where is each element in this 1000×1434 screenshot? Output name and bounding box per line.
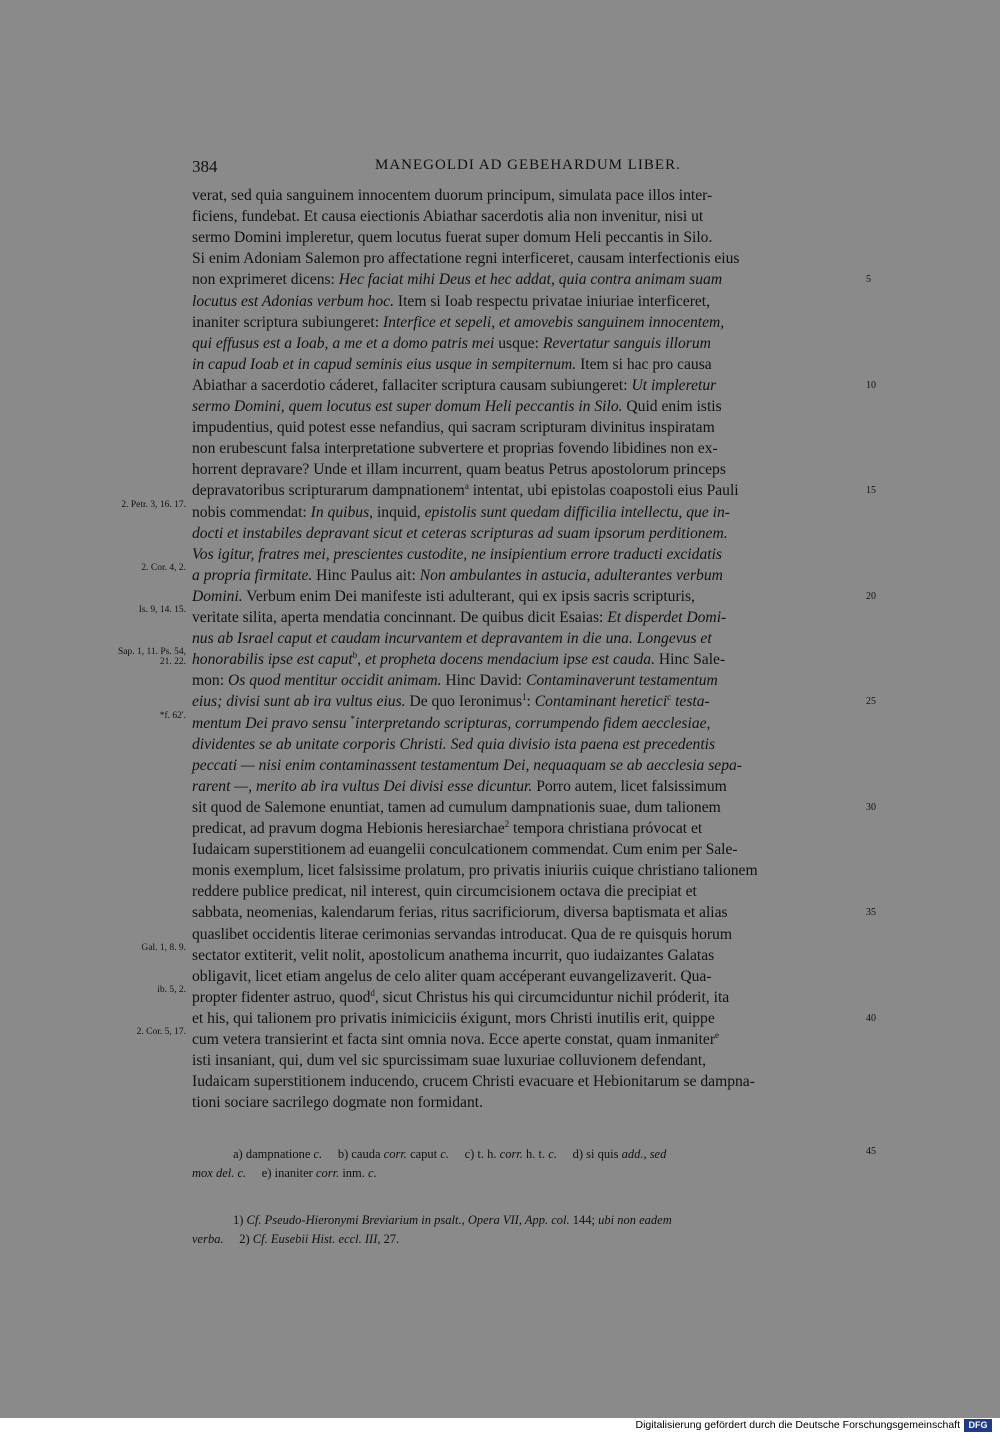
footnote-marker: * [350,713,356,724]
italic-text: Non ambulantes in astucia, adulterantes verbum [419,566,723,584]
italic-text: locutus est Adonias verbum hoc. [192,292,394,310]
text-line [192,186,860,206]
text-run: d) si quis [556,1147,622,1161]
text-line [192,376,860,396]
text-line [192,861,860,881]
italic-text: peccati — nisi enim contaminassent testamentum Dei, nequaquam se ab aecclesia sepa- [192,756,742,774]
italic-text: dividentes se ab unitate corporis Christi. Sed quia divisio ista paena est precedentis [192,735,716,753]
italic-text: Hec faciat mihi Deus et hec addat, quia contra animam suam [338,271,723,289]
text-line [192,207,860,227]
italic-text: docti et instabiles depravant sicut et ceteras scripturas ad suam ipsorum perditionem. [192,524,728,542]
text-line [192,1051,860,1071]
text-line [192,566,860,586]
text-run: ficiens, fundebat. Et causa eiectionis Abiathar sacerdotis alia non invenitur, nisi ut [192,208,704,226]
text-line [192,418,860,438]
margin-reference: ib. 5, 2. [157,984,186,995]
italic-text: Ut impleretur [631,376,717,394]
text-run: 1) [233,1213,247,1227]
text-run: Hinc Sale- [655,651,726,669]
text-run: intentat, ubi epistolas coapostoli eius Pauli [468,482,739,500]
text-run: non erubescunt falsa interpretatione subvertere et proprias fovendo libidines non ex- [192,440,718,458]
text-run: predicat, ad pravum dogma Hebionis heresiarchae [192,820,505,837]
text-line [192,692,860,712]
line-number: 20 [866,590,876,602]
text-run: impudentius, quid potest esse nefandius, qui sacram scripturam divinitus inspiratam [192,419,715,437]
text-run: sectator extiterit, velit nolit, apostolicum anathema incurrit, quo iudaizantes Galatas [192,946,715,964]
text-line [192,925,860,945]
text-run: Porro autem, licet falsissimum [532,777,727,795]
text-run: inaniter scriptura subiungeret: [192,313,383,331]
text-line [192,840,860,860]
italic-text: Vos igitur, fratres mei, prescientes custodite, ne insipientium errore traducti excidatis [192,545,722,563]
text-run: a) dampnatione [233,1147,314,1161]
text-run: et his, qui talionem pro privatis inimiciciis éxigunt, mors Christi inutilis erit, quippe [192,1009,715,1027]
italic-text: epistolis sunt quedam difficilia intellectu, que in- [424,503,730,521]
text-line [192,503,860,523]
text-run: 27. [380,1232,400,1246]
text-line [192,524,860,544]
text-run: 2) [223,1232,253,1246]
text-line [192,988,860,1008]
text-line [192,671,860,691]
italic-text: Domini. [192,587,243,605]
text-run: : [526,693,535,711]
running-head: MANEGOLDI AD GEBEHARDUM LIBER. [375,157,681,173]
italic-text: add., sed [621,1147,667,1161]
text-run: sit quod de Salemone enuntiat, tamen ad cumulum dampnationis suae, dum talionem [192,798,721,816]
text-run: , sicut Christus his qui circumciduntur nichil próderit, ita [374,988,730,1006]
line-number: 45 [866,1146,876,1157]
footnotes-line [233,1212,858,1228]
italic-text: In quibus, [310,503,374,521]
footnote-marker: 1 [522,692,527,703]
line-number: 15 [866,485,876,497]
text-line [192,397,860,417]
italic-text: mentum Dei pravo sensu [192,714,351,732]
text-run: nobis commendat: [192,503,311,521]
margin-reference: Sap. 1, 11. Ps. 54, 21. 22. [117,647,186,668]
margin-reference: Gal. 1, 8. 9. [141,942,186,953]
italic-text: Cf. Eusebii Hist. eccl. III, [252,1232,381,1246]
text-run: 144; [569,1213,599,1227]
footnote-marker: 2 [504,819,510,829]
text-run: e) inaniter [246,1166,316,1180]
italic-text: verba. [192,1232,224,1246]
page-number: 384 [192,157,218,176]
text-run: monis exemplum, licet falsissime prolatum, pro privatis iniuriis cuique christiano talionem [192,862,758,880]
italic-text: qui effusus est a Ioab, a me et a domo patris mei [192,334,495,352]
text-line [192,1030,860,1050]
text-run: Quid enim istis [622,398,722,415]
text-run: quaslibet occidentis literae cerimonias servandas introducat. Qua de re quisquis horum [192,925,732,943]
text-run: usque: [494,334,543,352]
text-run: h. t. [522,1147,549,1161]
italic-text: mox del. c. [192,1166,247,1180]
text-line [192,1093,860,1113]
text-line [192,1009,860,1029]
line-number: 25 [866,696,876,708]
dfg-credit[interactable]: Digitalisierung gefördert durch die Deutsche Forschungsgemeinschaft [635,1419,960,1431]
text-line [192,798,860,818]
text-line [192,608,860,628]
text-line [192,967,860,987]
text-run: c) t. h. [448,1147,500,1161]
text-run: verat, sed quia sanguinem innocentem duorum principum, simulata pace illos inter- [192,187,713,204]
italic-text: nus ab Israel caput et caudam incurvantem et depravantem in die una. Longevus et [192,630,712,648]
text-line [192,735,860,755]
text-run: Item si hac pro causa [576,355,712,373]
italic-text: ubi non eadem [598,1213,672,1227]
italic-text: Revertatur sanguis illorum [542,334,711,352]
text-line [192,292,860,312]
footnote-marker: d [370,987,375,998]
line-number: 40 [866,1012,876,1024]
margin-reference: 2. Cor. 4, 2. [141,562,186,573]
italic-text: Cf. Pseudo-Hieronymi Breviarium in psalt., Opera VII, App. col. [246,1213,570,1227]
text-run: Item si Ioab respectu privatae iniuriae interficeret, [393,292,711,310]
text-run: sabbata, neomenias, kalendarum ferias, ritus sacrificiorum, diversa baptismata et alias [192,904,728,922]
text-line [192,777,860,797]
italic-text: sermo Domini, quem locutus est super domum Heli peccantis in Silo. [192,398,623,415]
text-line [192,650,860,670]
italic-text: rarent —, merito ab ira vultus Dei divisi esse dicuntur. [192,777,533,795]
text-run: inm. [339,1166,369,1180]
text-line [192,882,860,902]
margin-reference: *f. 62'. [159,710,186,721]
italic-text: testa- [671,693,710,711]
line-number: 5 [866,274,871,286]
text-run: depravatoribus scripturarum dampnationem [192,482,465,500]
text-run: mon: [192,672,228,690]
footnote-marker: e [715,1030,720,1040]
italic-text: corr. [499,1147,523,1161]
text-run: non exprimeret dicens: [192,271,339,289]
italic-text: c. [313,1147,323,1161]
margin-reference: Is. 9, 14. 15. [138,605,186,615]
text-run: caput [406,1147,441,1161]
text-line [192,334,860,354]
text-run: Hinc David: [441,672,526,690]
footnote-marker: b [352,650,358,661]
text-run: horrent depravare? Unde et illam incurrent, quam beatus Petrus apostolorum princeps [192,461,726,479]
text-line [192,903,860,923]
italic-text: interpretando scripturas, corrumpendo fidem aecclesiae, [355,714,711,732]
text-line [192,714,860,734]
text-run: Hinc Paulus ait: [312,566,420,584]
text-line [192,629,860,649]
text-run: reddere publice predicat, nil interest, quin circumcisionem octava die precipiat et [192,883,697,901]
line-number: 30 [866,801,876,813]
text-run: , [357,651,365,669]
text-run: isti insaniant, qui, dum vel sic spurcissimam suae luxuriae colluvionem defendant, [192,1052,707,1070]
apparatus-line [233,1146,858,1162]
footnotes-line [192,1231,817,1247]
italic-text: Contaminant heretici [534,693,668,711]
text-line [192,228,860,248]
italic-text: c. [440,1147,449,1161]
italic-text: honorabilis ipse est caput [192,651,353,669]
text-line [192,756,860,776]
italic-text: corr. [315,1166,340,1180]
italic-text: a propria firmitate. [192,566,313,584]
italic-text: corr. [383,1147,407,1161]
text-run: cum vetera transierint et facta sint omnia nova. Ecce aperte constat, quam inmaniter [192,1031,716,1048]
text-run: veritate silita, aperta mendatia concinnant. De quibus dicit Esaias: [192,609,608,626]
text-line [192,249,860,269]
italic-text: Et disperdet Domi- [607,609,727,626]
text-run: tioni sociare sacrilego dogmate non formidant. [192,1094,483,1112]
text-run: Iudaicam superstitionem inducendo, crucem Christi evacuare et Hebionitarum se dampna- [192,1073,755,1091]
text-line [192,460,860,480]
text-line [192,1072,860,1092]
text-line [192,545,860,565]
italic-text: Interfice et sepeli, et amovebis sanguinem innocentem, [382,313,725,331]
text-line [192,481,860,501]
text-run: Verbum enim Dei manifeste isti adulterant, qui ex ipsis sacris scripturis, [242,587,695,605]
text-run: inquid, [373,503,425,521]
text-line [192,355,860,375]
text-run: sermo Domini impleretur, quem locutus fuerat super domum Heli peccantis in Silo. [192,229,713,247]
italic-text: c. [368,1166,377,1180]
text-line [192,439,860,459]
text-run: propter fidenter astruo, quod [192,988,371,1006]
text-line [192,819,860,839]
dfg-logo-icon[interactable]: DFG [964,1419,992,1432]
italic-text: c. [548,1147,557,1161]
italic-text: eius; divisi sunt ab ira vultus eius. [192,693,406,711]
text-line [192,587,860,607]
text-run: De quo Ieronimus [405,693,523,711]
text-run: obligavit, licet etiam angelus de celo aliter quam accéperant euvangelizaverit. Qua- [192,967,712,985]
text-run: Abiathar a sacerdotio cáderet, fallaciter scriptura causam subiungeret: [192,376,632,394]
apparatus-line [192,1165,817,1181]
text-line [192,946,860,966]
italic-text: Contaminaverunt testamentum [525,672,718,690]
text-run: tempora christiana próvocat et [509,820,703,837]
footnote-marker: a [464,481,469,492]
line-number: 35 [866,907,876,919]
text-line [192,313,860,333]
line-number: 10 [866,379,876,391]
footnote-marker: c [667,692,672,703]
text-run: Si enim Adoniam Salemon pro affectatione regni interficeret, causam interfectionis eius [192,250,740,268]
text-line [192,270,860,290]
text-run: Iudaicam superstitionem ad euangelii conculcationem commendat. Cum enim per Sale- [192,841,738,859]
margin-reference: 2. Cor. 5, 17. [136,1027,186,1037]
margin-reference: 2. Petr. 3, 16. 17. [121,499,186,510]
italic-text: et propheta docens mendacium ipse est cauda. [365,651,656,669]
italic-text: Os quod mentitur occidit animam. [227,672,442,690]
text-run: b) cauda [322,1147,384,1161]
italic-text: in capud Ioab et in capud seminis eius usque in sempiternum. [192,355,577,373]
